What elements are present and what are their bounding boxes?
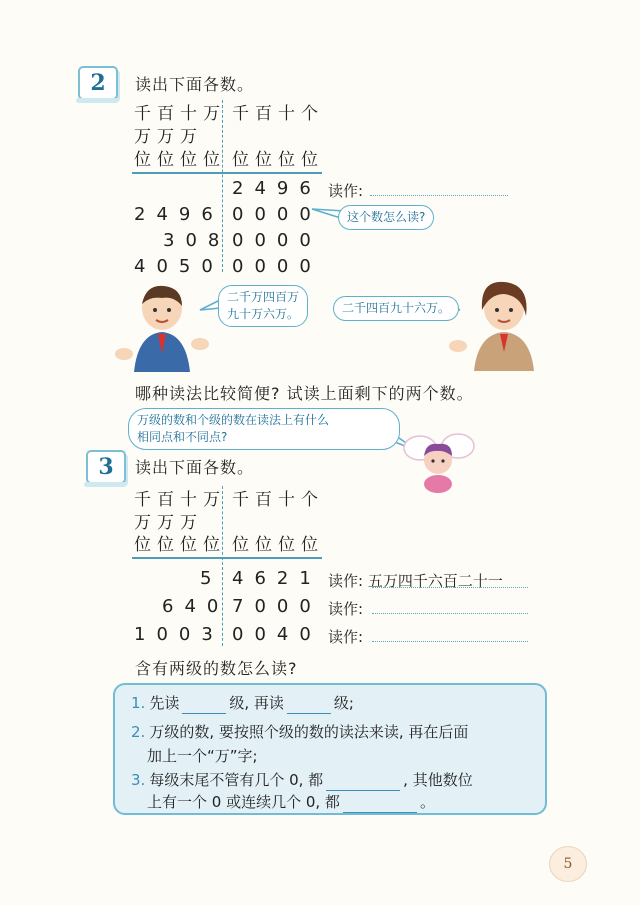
- header-wan-row2: 万万万: [134, 127, 203, 147]
- header-rule: [132, 172, 322, 174]
- exercise-2-title: 读出下面各数。: [135, 75, 255, 94]
- header-rule-3: [132, 557, 322, 559]
- ex3-read-1: 读作: 五万四千六百二十一: [328, 572, 503, 590]
- question-two-levels: 含有两级的数怎么读?: [135, 659, 298, 678]
- ex3-row-1-wan: 5: [200, 568, 223, 589]
- ex3-row-3-ge: 0040: [232, 624, 322, 645]
- rule-3-blank-b[interactable]: [343, 798, 417, 813]
- rule-1-blank-a[interactable]: [182, 699, 226, 714]
- angel-illustration: [400, 426, 476, 496]
- speech-bubble-girl: 二千四百九十六万。: [333, 296, 459, 321]
- ex3-answer-line-2[interactable]: [372, 613, 528, 614]
- question-simpler-reading: 哪种读法比较简便? 试读上面剩下的两个数。: [135, 384, 474, 403]
- header-ge-places-3: 千百十个: [232, 490, 324, 510]
- number-row-4-ge: 0000: [232, 256, 322, 277]
- rule-3-line-2: 上有一个 0 或连续几个 0, 都 。: [147, 793, 435, 811]
- answer-line-1[interactable]: [370, 195, 508, 196]
- rule-1: 1. 先读 级, 再读 级;: [131, 694, 354, 712]
- header-wan-row3: 位位位位: [134, 150, 226, 170]
- rule-1-blank-b[interactable]: [287, 699, 331, 714]
- rule-3-number: 3.: [131, 771, 146, 789]
- header-wan-row3-3: 位位位位: [134, 535, 226, 555]
- header-wan-places-3: 千百十万: [134, 490, 226, 510]
- number-row-4-wan: 4050: [134, 256, 224, 277]
- ex3-row-2-ge: 7000: [232, 596, 322, 617]
- number-row-2-wan: 2496: [134, 204, 224, 225]
- badge-base: [76, 98, 118, 103]
- exercise-3-badge: 3: [86, 450, 126, 484]
- number-row-3-ge: 0000: [232, 230, 322, 251]
- ex3-row-2-wan: 640: [162, 596, 230, 617]
- number-row-2-ge: 0000: [232, 204, 322, 225]
- badge-base: [84, 482, 126, 487]
- ex3-read-3: 读作:: [328, 628, 364, 646]
- header-ge-row3: 位位位位: [232, 150, 324, 170]
- header-ge-places: 千百十个: [232, 104, 324, 124]
- speech-bubble-boy: 二千万四百万 九十万六万。: [218, 285, 308, 327]
- ex3-row-1-ge: 4621: [232, 568, 322, 589]
- ex3-answer-line-3[interactable]: [372, 641, 528, 642]
- speech-bubble-angel: 万级的数和个级的数在读法上有什么 相同点和不同点?: [128, 408, 400, 450]
- level-divider-3: [222, 486, 223, 646]
- header-wan-row2-3: 万万万: [134, 513, 203, 533]
- header-ge-row3-3: 位位位位: [232, 535, 324, 555]
- read-label-1: 读作:: [328, 182, 364, 200]
- number-row-1-ge: 2496: [232, 178, 322, 199]
- rule-2: 2. 万级的数, 要按照个级的数的读法来读, 再在后面: [131, 723, 469, 741]
- header-wan-places: 千百十万: [134, 104, 226, 124]
- ex3-answer-line-1: [372, 587, 528, 588]
- boy-illustration: [110, 282, 210, 372]
- ex3-row-3-wan: 1003: [134, 624, 224, 645]
- rule-3: 3. 每级末尾不管有几个 0, 都 , 其他数位: [131, 771, 473, 789]
- rule-2-number: 2.: [131, 723, 146, 741]
- exercise-3-title: 读出下面各数。: [135, 458, 255, 477]
- rule-1-number: 1.: [131, 694, 146, 712]
- ex3-read-2: 读作:: [328, 600, 364, 618]
- girl-illustration: [448, 276, 543, 371]
- reading-rules-box: [113, 683, 547, 815]
- rule-3-blank-a[interactable]: [326, 776, 400, 791]
- number-row-3-wan: 308: [163, 230, 231, 251]
- exercise-2-badge: 2: [78, 66, 118, 100]
- rule-2-line-2: 加上一个“万”字;: [147, 747, 258, 765]
- speech-bubble-question: 这个数怎么读?: [338, 205, 434, 230]
- page-number: 5: [549, 846, 587, 882]
